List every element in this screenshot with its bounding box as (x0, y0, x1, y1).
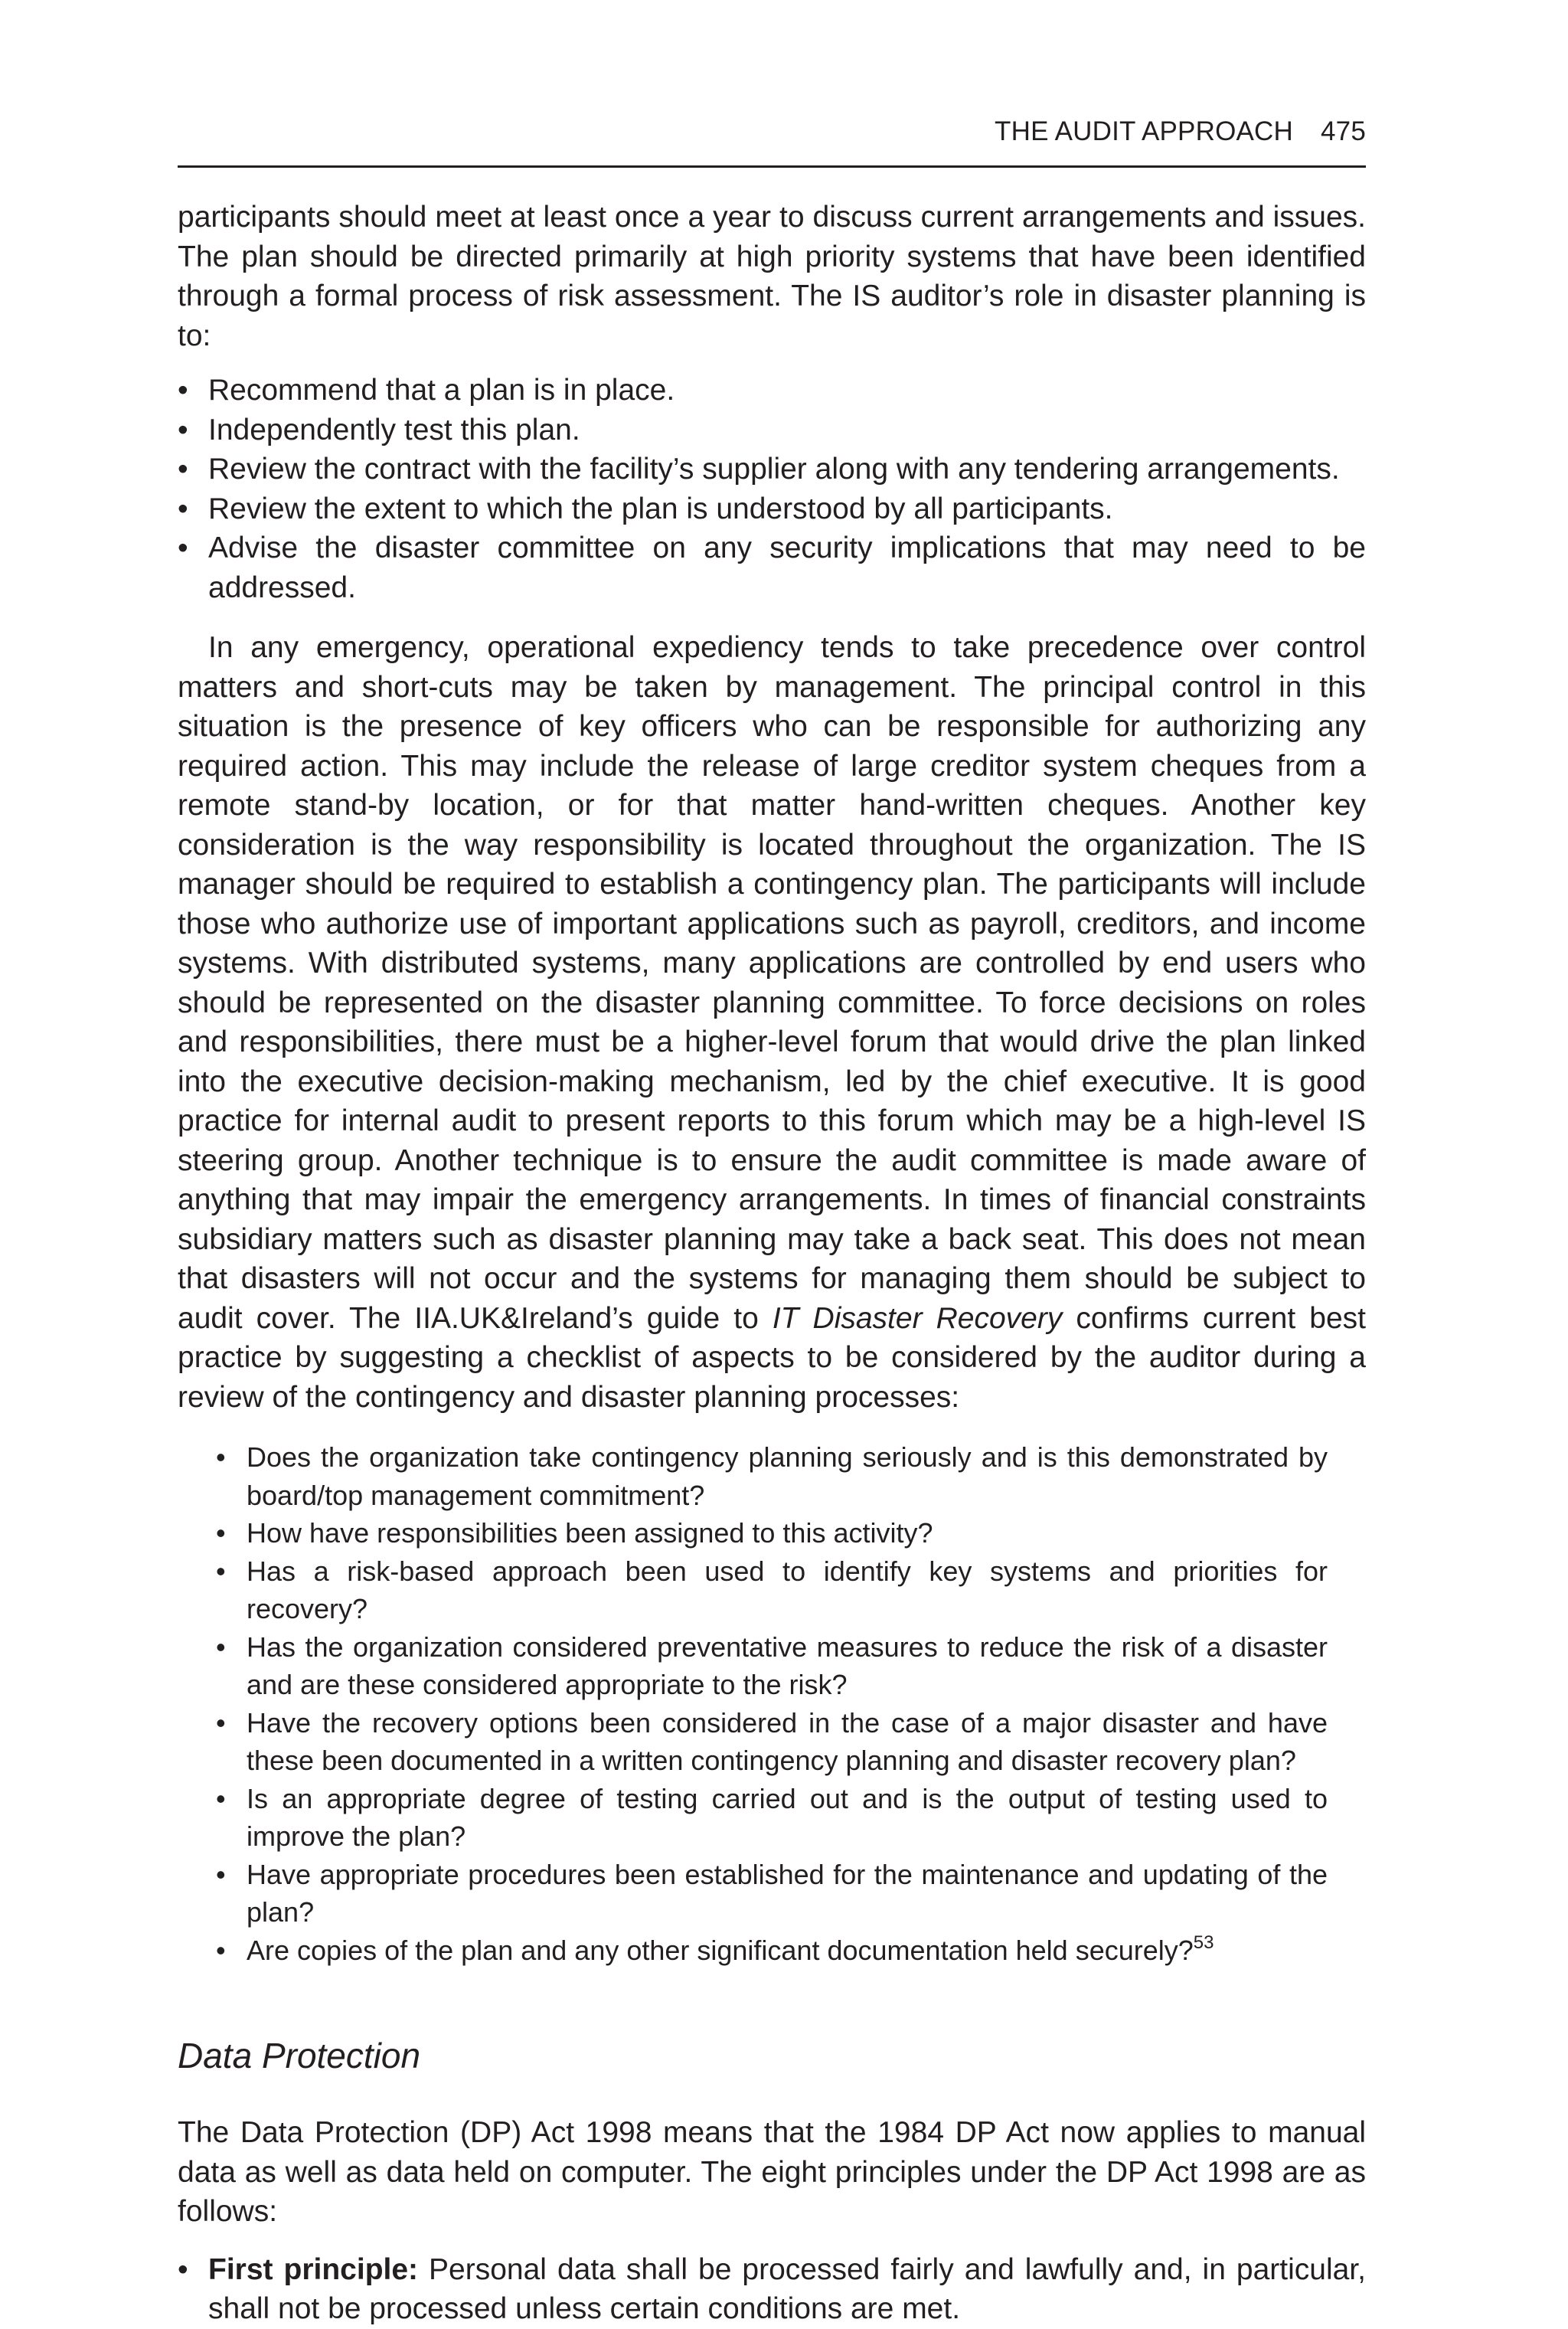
bullet-icon: • (216, 1517, 226, 1549)
bullet-icon: • (178, 2252, 188, 2286)
bullet-icon: • (216, 1441, 226, 1473)
data-protection-paragraph: The Data Protection (DP) Act 1998 means that the 1984 DP Act now applies to manual data as well as data held on computer. The eight principles under the DP Act 1998 are as follows: (178, 2116, 1366, 2228)
guide-title: IT Disaster Recovery (772, 1301, 1063, 1335)
intro-paragraph: participants should meet at least once a year to discuss current arrangements and issues. The plan should be directed primarily at high priority systems that have been identified through a formal process of risk assessment. The IS auditor’s role in disaster planning is to: (178, 201, 1366, 352)
list-item: • Advise the disaster committee on any security implications that may need to be addressed. (178, 528, 1366, 607)
bullet-icon: • (216, 1706, 226, 1739)
page-number: 475 (1321, 116, 1366, 146)
page-body (178, 198, 1366, 2329)
bullet-icon: • (216, 1631, 226, 1663)
bullet-icon: • (178, 413, 188, 447)
footnote-marker[interactable]: 53 (1193, 1932, 1214, 1953)
bullet-icon: • (178, 532, 188, 564)
running-title: THE AUDIT APPROACH (995, 116, 1293, 146)
bullet-icon: • (178, 374, 188, 407)
section-heading: Data Protection (178, 2036, 421, 2075)
checklist-item: • How have responsibilities been assigned to this activity? (216, 1514, 1328, 1552)
list-item: • Recommend that a plan is in place. (178, 371, 1366, 411)
bullet-icon: • (216, 1858, 226, 1890)
principle-label: First principle: (208, 2252, 419, 2286)
checklist-item: • Has a risk-based approach been used to identify key systems and priorities for recovery? (216, 1552, 1328, 1628)
bullet-icon: • (216, 1934, 226, 1966)
checklist-item: • Does the organization take contingency planning seriously and is this demonstrated by board/top management commitment? (216, 1438, 1328, 1514)
list-item: • Independently test this plan. (178, 411, 1366, 450)
checklist-item: • Are copies of the plan and any other significant documentation held securely?$^{53}$ (216, 1932, 1328, 1970)
running-header (178, 116, 1366, 168)
principle-item: • First principle: Personal data shall be processed fairly and lawfully and, in particular, shall not be processed unless certain conditions are met. (178, 2250, 1366, 2329)
bullet-icon: • (178, 453, 188, 486)
bullet-icon: • (216, 1555, 226, 1587)
list-item: • Review the contract with the facility’s supplier along with any tendering arrangements. (178, 450, 1366, 489)
checklist-item: • Is an appropriate degree of testing carried out and is the output of testing used to improve the plan? (216, 1780, 1328, 1856)
checklist-item: • Has the organization considered preventative measures to reduce the risk of a disaster and are these considered appropriate to the risk? (216, 1628, 1328, 1704)
principles-list (178, 2250, 1366, 2329)
contingency-checklist (216, 1438, 1328, 1969)
emergency-paragraph: In any emergency, operational expediency tends to take precedence over control matters and short-cuts may be taken by management. The principal control in this situation is the presence of key officers who can be responsible for authorizing any required action. This may include the release of large creditor system cheques from a remote stand-by location, or for that matter hand-written cheques. Another key consideration is the way responsibility is located throughout the organization. The IS manager should be required to establish a contingency plan. The participants will include those who authorize use of important applications such as payroll, creditors, and income systems. With distributed systems, many applications are controlled by end users who should be represented on the disaster planning committee. To force decisions on roles and responsibilities, there must be a higher-level forum that would drive the plan linked into the executive decision-making mechanism, led by the chief executive. It is good practice for internal audit to present reports to this forum which may be a high-level IS steering group. Another technique is to ensure the audit committee is made aware of anything that may impair the emergency arrangements. In times of financial constraints subsidiary matters such as disaster planning may take a back seat. This does not mean that disasters will not occur and the systems for managing them should be subject to audit cover. The IIA.UK&Ireland’s guide to IT Disaster Recovery confirms current best practice by suggesting a checklist of aspects to be considered by the auditor during a review of the contingency and disaster planning processes: (178, 631, 1366, 1414)
checklist-item: • Have appropriate procedures been established for the maintenance and updating of the plan? (216, 1856, 1328, 1932)
bullet-icon: • (178, 492, 188, 525)
bullet-icon: • (216, 1782, 226, 1814)
auditor-role-list (178, 371, 1366, 607)
list-item: • Review the extent to which the plan is understood by all participants. (178, 489, 1366, 529)
checklist-item: • Have the recovery options been considered in the case of a major disaster and have these been documented in a written contingency planning and disaster recovery plan? (216, 1704, 1328, 1780)
